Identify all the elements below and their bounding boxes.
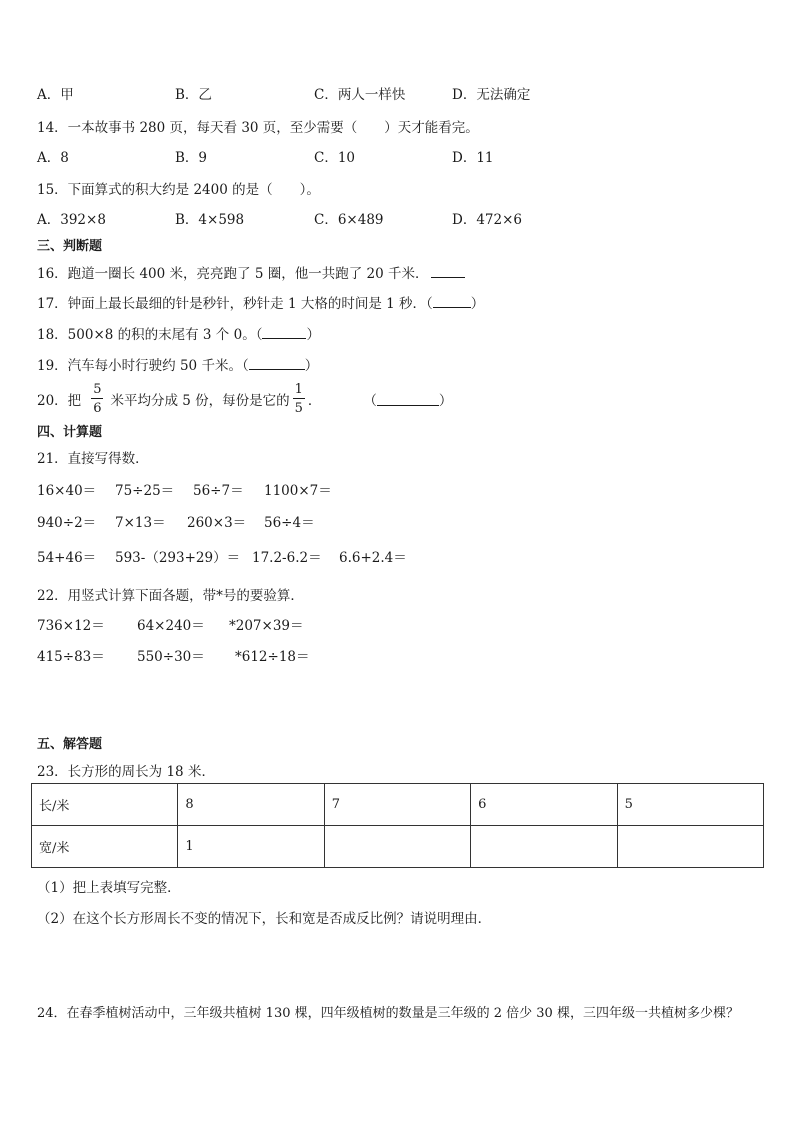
section-title-calculation: 四、计算题 [37,425,103,440]
q17-text: 17．钟面上最长最细的针是秒针，秒针走 1 大格的时间是 1 秒． [37,296,427,312]
q19-paren-open: （ [241,358,249,374]
table-cell-empty[interactable] [324,826,470,868]
q23-sub1: （1）把上表填写完整． [37,880,181,896]
q21-row2-item2: 7×13＝ [115,515,166,531]
q22-row2-item1: 415÷83＝ [37,649,105,665]
q21-row1-item3: 56÷7＝ [193,483,244,499]
q22-row1-item3: *207×39＝ [229,618,304,634]
q21-row3-item4: 6.6+2.4＝ [339,550,407,566]
section-title-judgement: 三、判断题 [37,239,103,254]
q19-paren-close: ） [304,358,319,374]
q21-row2-item1: 940÷2＝ [37,515,97,531]
q16-text: 16．跑道一圈长 400 米，亮亮跑了 5 圈，他一共跑了 20 千米． [37,266,429,282]
table-cell: 1 [178,826,324,868]
table-header-width: 宽/米 [32,826,178,868]
q20-prefix: 20．把 [37,393,82,409]
q22-row2-item2: 550÷30＝ [137,649,205,665]
q20-frac2-denominator: 5 [294,401,303,416]
section-title-word-problems: 五、解答题 [37,737,103,752]
q21-row3-item2: 593-（293+29）＝ [115,550,241,566]
q20-mid-text: 米平均分成 5 份，每份是它的 [110,393,290,409]
q14-option-c: C．10 [314,150,356,166]
q19-answer-blank[interactable] [249,357,305,370]
q23-length-width-table [31,783,764,868]
q20-paren-open: （ [363,393,377,409]
table-cell-empty[interactable] [617,826,763,868]
q13-option-b: B．乙 [175,87,212,103]
q17-paren-open: （ [426,296,433,312]
q15-option-d: D．472×6 [452,212,522,228]
q20-paren-close: ） [438,393,453,409]
q20-fraction-five-sixths [91,383,103,415]
q18-answer-blank[interactable] [262,326,306,339]
q14-option-b: B．9 [175,150,208,166]
q24-text: 24．在春季植树活动中，三年级共植树 130 棵，四年级植树的数量是三年级的 2 倍少 30 棵，三四年级一共植树多少棵？ [37,1006,739,1021]
table-row-length [32,784,764,826]
q21-row2-item3: 260×3＝ [187,515,247,531]
q22-text: 22．用竖式计算下面各题，带*号的要验算． [37,588,304,604]
q18-paren-close: ） [306,327,320,343]
q14-option-d: D．11 [452,150,494,166]
table-header-length: 长/米 [32,784,178,826]
table-cell: 8 [178,784,324,826]
table-row-width [32,826,764,868]
q23-text: 23．长方形的周长为 18 米． [37,764,215,780]
q13-option-a: A．甲 [37,87,74,103]
q20-answer-blank[interactable] [377,393,439,406]
q15-option-a: A．392×8 [37,212,106,228]
q17 [37,292,484,312]
q21-row3-item3: 17.2-6.2＝ [252,550,322,566]
table-cell-empty[interactable] [471,826,617,868]
q13-option-d: D．无法确定 [452,87,531,103]
q20-frac1-denominator: 6 [93,401,102,416]
table-cell: 6 [471,784,617,826]
q18 [37,323,320,343]
q20 [37,381,452,417]
q21-text: 21．直接写得数． [37,451,149,467]
q14-option-a: A．8 [37,150,69,166]
q13-option-c: C．两人一样快 [314,87,406,103]
q15-option-b: B．4×598 [175,212,245,228]
q21-row2-item4: 56÷4＝ [264,515,315,531]
q18-text: 18．500×8 的积的末尾有 3 个 0。 [37,327,256,343]
q20-fraction-one-fifth [293,383,305,415]
q15-option-c: C．6×489 [314,212,384,228]
q17-answer-blank[interactable] [433,295,471,308]
q22-row1-item1: 736×12＝ [37,618,105,634]
q21-row3-item1: 54+46＝ [37,550,97,566]
q16-answer-blank[interactable] [431,265,465,278]
q17-paren-close: ） [470,296,485,312]
q15-text: 15．下面算式的积大约是 2400 的是（ ）。 [37,182,320,198]
q20-suffix: ． [307,393,322,409]
q16 [37,262,465,282]
q19 [37,354,318,374]
table-cell: 7 [324,784,470,826]
table-cell: 5 [617,784,763,826]
q20-frac1-numerator: 5 [93,382,102,397]
q22-row2-item3: *612÷18＝ [235,649,310,665]
q21-row1-item1: 16×40＝ [37,483,97,499]
q19-text: 19．汽车每小时行驶约 50 千米。 [37,358,242,374]
q18-paren-open: （ [255,327,263,343]
q22-row1-item2: 64×240＝ [137,618,205,634]
q21-row1-item2: 75÷25＝ [115,483,175,499]
q23-sub2: （2）在这个长方形周长不变的情况下，长和宽是否成反比例？请说明理由． [37,911,492,927]
q21-row1-item4: 1100×7＝ [264,483,332,499]
q20-frac2-numerator: 1 [294,382,303,397]
q14-text: 14．一本故事书 280 页，每天看 30 页，至少需要（ ）天才能看完。 [37,120,479,136]
